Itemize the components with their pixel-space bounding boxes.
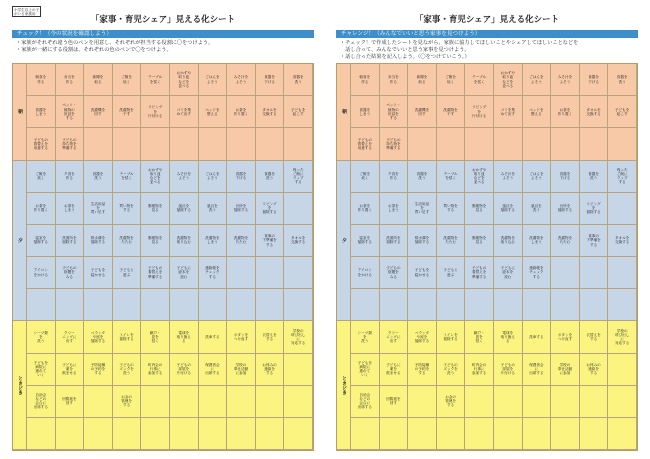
chore-cell[interactable] [551, 386, 580, 418]
chore-cell[interactable]: リビング を 掃除する [256, 193, 285, 225]
chore-cell[interactable]: リビング を 掃除する [580, 193, 609, 225]
chore-cell[interactable]: ごはんを よそう [199, 64, 228, 96]
chore-cell[interactable] [608, 128, 637, 160]
chore-cell[interactable]: 食器を しまう [27, 96, 56, 128]
chore-cell[interactable]: 排水溝を 掃除する [84, 225, 113, 257]
chore-cell[interactable]: 学校の 呼び出し に 対応する [608, 321, 637, 353]
chore-cell[interactable] [351, 418, 380, 450]
chore-cell[interactable]: お金の 管理を する [437, 386, 466, 418]
chore-cell[interactable] [56, 289, 85, 321]
chore-cell[interactable]: 子どもを 寝かせる [84, 257, 113, 289]
chore-cell[interactable]: 洗面所を 掃除する [380, 225, 409, 257]
section-label [337, 321, 351, 450]
chore-cell[interactable]: 保護者会 に 出席する [199, 354, 228, 386]
chore-cell[interactable]: おかずや 取り皿 などを 並べる [465, 161, 494, 193]
chore-cell[interactable]: 予防接種 の予約を する [408, 354, 437, 386]
chore-cell[interactable]: ボタンを つけ直す [551, 321, 580, 353]
instruction-band [12, 30, 314, 38]
chore-cell[interactable]: 学校の 奉仕活動 に参加 [551, 354, 580, 386]
chore-cell[interactable]: みそ汁を よそう [551, 64, 580, 96]
chore-cell[interactable]: 郵便物を 見る [465, 225, 494, 257]
share-sheet [336, 6, 638, 456]
instruction-notes [16, 40, 312, 54]
chore-cell[interactable]: 食器を 洗う [256, 161, 285, 193]
chore-cell[interactable]: お金の 管理を する [113, 386, 142, 418]
instruction-notes [340, 40, 636, 60]
chore-cell[interactable] [408, 418, 437, 450]
chore-cell[interactable]: テーブル を拭く [465, 64, 494, 96]
chore-cell[interactable] [465, 289, 494, 321]
chore-cell[interactable]: 洗濯物を 干す [437, 96, 466, 128]
chore-cell[interactable]: トイレを 掃除する [113, 321, 142, 353]
chore-cell[interactable] [199, 289, 228, 321]
chore-cell[interactable]: みそ汁を よそう [227, 64, 256, 96]
chore-cell[interactable]: 食器を 洗う [84, 161, 113, 193]
chore-cell[interactable]: トイレを 掃除する [437, 321, 466, 353]
chore-cell[interactable]: 風呂を 洗う [199, 193, 228, 225]
chore-cell[interactable]: 食器を 下げる [551, 161, 580, 193]
chore-cell[interactable]: 予防接種 の予約を する [84, 354, 113, 386]
chore-cell[interactable]: 朝食を 作る [351, 64, 380, 96]
sheet-header [336, 6, 638, 28]
chore-cell[interactable] [408, 386, 437, 418]
chore-cell[interactable]: 残った ご飯に ラップ する [608, 161, 637, 193]
section-label-text: 夕 [17, 238, 22, 243]
chore-cell[interactable]: 子どもの 部屋を 片付ける [170, 354, 199, 386]
chore-cell[interactable] [227, 128, 256, 160]
chore-cell[interactable] [523, 289, 552, 321]
family-tag: 小学生以上の子 がいる家族用 [14, 7, 40, 16]
chore-cell[interactable]: 子どもの 持ち物を 準備する [56, 128, 85, 160]
chore-cell[interactable] [256, 128, 285, 160]
chore-cell[interactable]: 子どもの ズックを 洗う [437, 354, 466, 386]
chore-cell[interactable]: 子どもに 薬を 飲ませる [380, 354, 409, 386]
share-sheet [12, 6, 314, 456]
chore-cell[interactable]: 衣替えを する [256, 321, 285, 353]
chore-cell[interactable] [27, 418, 56, 450]
chore-cell[interactable] [256, 289, 285, 321]
chore-cell[interactable]: お茶を 作り置く [351, 193, 380, 225]
chore-cell[interactable] [580, 257, 609, 289]
chore-cell[interactable]: 寝室を 掃除する [27, 225, 56, 257]
chore-cell[interactable]: 洗濯物を たたむ [113, 225, 142, 257]
chore-cell[interactable] [284, 193, 313, 225]
chore-cell[interactable] [465, 386, 494, 418]
chore-cell[interactable]: 洗濯物を たたむ [551, 225, 580, 257]
chore-cell[interactable] [84, 289, 113, 321]
chore-cell[interactable]: ごはんを よそう [199, 161, 228, 193]
chore-cell[interactable]: みそ汁を よそう [170, 161, 199, 193]
chore-cell[interactable]: 子どもに 薬を 飲ませる [56, 354, 85, 386]
chore-cell[interactable] [608, 418, 637, 450]
chore-cell[interactable]: 食器を 下げる [227, 161, 256, 193]
chore-cell[interactable]: 洗車する [199, 321, 228, 353]
chore-cell[interactable]: 食事の 下準備を する [256, 225, 285, 257]
sheet-title: 「家事・育児シェア」見える化シート [90, 15, 236, 25]
chore-cell[interactable] [27, 289, 56, 321]
chore-cell[interactable]: お休みの 連絡を する [256, 354, 285, 386]
chore-cell[interactable] [494, 128, 523, 160]
section-label-text: 朝 [17, 109, 22, 115]
chore-cell[interactable]: リビング を 片付ける [465, 96, 494, 128]
chore-cell[interactable] [113, 128, 142, 160]
chore-cell[interactable] [465, 418, 494, 450]
chore-cell[interactable] [580, 418, 609, 450]
chore-cell[interactable] [580, 386, 609, 418]
chore-cell[interactable] [199, 386, 228, 418]
chore-cell[interactable]: 朝食を 作る [27, 64, 56, 96]
chore-cell[interactable] [551, 418, 580, 450]
chore-cell[interactable]: 子どもの 着替えを 準備する [465, 257, 494, 289]
chore-cell[interactable] [284, 418, 313, 450]
chore-cell[interactable] [227, 257, 256, 289]
chore-cell[interactable] [84, 128, 113, 160]
section-label [337, 161, 351, 322]
chore-cell[interactable]: 子どもの 持ち物を 準備する [380, 128, 409, 160]
chore-cell[interactable]: 弁当を 作る [380, 64, 409, 96]
chore-cell[interactable]: 郵便物を 見る [141, 225, 170, 257]
chore-cell[interactable]: タオルを 交換する [284, 225, 313, 257]
chore-cell[interactable]: シーツ類 を 洗う [27, 321, 56, 353]
chore-cell[interactable]: ゴミを集 めて出す [494, 96, 523, 128]
chore-cell[interactable]: ベランダ や庭を 掃除する [84, 321, 113, 353]
chore-cell[interactable]: お茶を しまう [380, 193, 409, 225]
chore-cell[interactable] [437, 289, 466, 321]
chore-cell[interactable] [351, 289, 380, 321]
chore-grid [336, 63, 638, 451]
chore-cell[interactable]: 子どもの 着替えを 用意する [351, 128, 380, 160]
chore-cell[interactable] [523, 418, 552, 450]
chore-cell[interactable]: 子どもの 着替えを 用意する [27, 128, 56, 160]
chore-cell[interactable] [284, 257, 313, 289]
chore-cell[interactable]: 台所を 掃除する [551, 193, 580, 225]
chore-cell[interactable]: 食器を 下げる [580, 64, 609, 96]
chore-cell[interactable]: 子どもの 部屋を 片付ける [494, 354, 523, 386]
instruction-note: ・話し合った結果を記入しよう。（〇をつけていこう。） [340, 53, 470, 60]
chore-cell[interactable]: 子どもと 遊ぶ [113, 257, 142, 289]
chore-cell[interactable]: 子どもに 絵本を 読む [170, 257, 199, 289]
chore-cell[interactable]: 子どもの ズックを 洗う [113, 354, 142, 386]
chore-cell[interactable] [84, 386, 113, 418]
chore-cell[interactable]: 子どもを 病院に 連れて いく [27, 354, 56, 386]
chore-cell[interactable]: クリー ニングに 出す [56, 321, 85, 353]
sheet-title: 「家事・育児シェア」見える化シート [414, 15, 560, 25]
chore-cell[interactable]: 食事の 下準備を する [580, 225, 609, 257]
chore-cell[interactable] [380, 289, 409, 321]
chore-cell[interactable] [437, 128, 466, 160]
chore-cell[interactable]: 町内会の 行事に 参加する [465, 354, 494, 386]
chore-cell[interactable]: 保護者会 に 出席する [523, 354, 552, 386]
chore-cell[interactable]: お茶を 作り置く [27, 193, 56, 225]
chore-cell[interactable] [494, 418, 523, 450]
chore-cell[interactable]: 回覧板を 回す [380, 386, 409, 418]
chore-cell[interactable] [580, 128, 609, 160]
chore-cell[interactable]: 子どもを 起こす [608, 96, 637, 128]
chore-cell[interactable]: 自治会 などの 会合に 出席する [27, 386, 56, 418]
chore-cell[interactable]: 食器を 洗う [284, 64, 313, 96]
chore-cell[interactable] [408, 289, 437, 321]
chore-cell[interactable] [227, 289, 256, 321]
chore-cell[interactable]: お茶を 作り置く [551, 96, 580, 128]
chore-cell[interactable] [199, 418, 228, 450]
chore-cell[interactable]: クリー ニングに 出す [380, 321, 409, 353]
chore-cell[interactable]: 子どもを 病院に 連れて いく [351, 354, 380, 386]
chore-cell[interactable] [494, 386, 523, 418]
chore-cell[interactable]: ご飯を 炊く [351, 161, 380, 193]
chore-cell[interactable]: 子どもの 宿題を みる [56, 257, 85, 289]
chore-cell[interactable]: おかずや 取り皿 などを 並べる [141, 161, 170, 193]
instruction-note: ・チェック！で作成したシートを見ながら、家族に協力してほしいことやシェアしてほしいことなどを [340, 40, 579, 46]
chore-cell[interactable]: 残った ご飯に ラップ する [284, 161, 313, 193]
section-label-text: ときどき [17, 375, 22, 395]
chore-cell[interactable] [170, 386, 199, 418]
chore-cell[interactable]: 食器を 洗う [608, 64, 637, 96]
chore-cell[interactable]: 電球を 取り換え る [494, 321, 523, 353]
chore-cell[interactable] [408, 128, 437, 160]
instruction-note: 話し合って、みんなでいいと思う家事を見つけよう。 [340, 46, 470, 53]
chore-cell[interactable]: アイロン をかける [351, 257, 380, 289]
section-label-text: ときどき [341, 375, 346, 395]
instruction-band [336, 30, 638, 38]
chore-cell[interactable]: 網戸・ 窓を 拭く [465, 321, 494, 353]
chore-cell[interactable]: 洗濯物を 取り込む [494, 225, 523, 257]
chore-cell[interactable]: 子どもの 宿題を みる [380, 257, 409, 289]
chore-cell[interactable]: ペット・ 植物の 世話を する [380, 96, 409, 128]
chore-cell[interactable]: ごはんを よそう [523, 64, 552, 96]
chore-cell[interactable]: 新聞を 取る [84, 64, 113, 96]
section-label-text: 朝 [341, 109, 346, 115]
chore-cell[interactable]: 洗面所を 掃除する [56, 225, 85, 257]
chore-cell[interactable]: 風呂を 掃除する [170, 193, 199, 225]
chore-cell[interactable]: 食器を 洗う [408, 161, 437, 193]
chore-cell[interactable]: 回覧板を 回す [56, 386, 85, 418]
chore-grid [12, 63, 314, 451]
chore-cell[interactable] [284, 128, 313, 160]
chore-cell[interactable]: ゴミを集 めて出す [170, 96, 199, 128]
chore-cell[interactable] [523, 386, 552, 418]
chore-cell[interactable]: 洗濯物を たたむ [437, 225, 466, 257]
chore-cell[interactable] [608, 386, 637, 418]
chore-cell[interactable]: 郵便物を 見る [141, 193, 170, 225]
chore-cell[interactable]: テーブル を拭く [141, 64, 170, 96]
chore-cell[interactable]: アイロン をかける [27, 257, 56, 289]
chore-cell[interactable]: 学校の 呼び出し に 対応する [284, 321, 313, 353]
section-label [13, 161, 27, 322]
chore-cell[interactable]: 洗車する [523, 321, 552, 353]
chore-cell[interactable]: 食器を 洗う [580, 161, 609, 193]
chore-cell[interactable]: ご飯を 炊く [113, 64, 142, 96]
chore-cell[interactable] [494, 289, 523, 321]
section-label [337, 64, 351, 161]
chore-cell[interactable]: 洗濯物を たたむ [227, 225, 256, 257]
chore-cell[interactable]: 洗濯物を しまう [199, 225, 228, 257]
chore-cell[interactable]: ご飯を 炊く [437, 64, 466, 96]
chore-cell[interactable]: 生活用品 を 買い足す [84, 193, 113, 225]
chore-cell[interactable]: 生活用品 を 買い足す [408, 193, 437, 225]
chore-cell[interactable] [608, 289, 637, 321]
band-label: チャレンジ！（みんなでいいと思う家事を見つけよう） [341, 31, 481, 37]
chore-cell[interactable] [141, 289, 170, 321]
chore-cell[interactable]: 買い物を する [113, 193, 142, 225]
chore-cell[interactable]: ベランダ や庭を 掃除する [408, 321, 437, 353]
chore-cell[interactable]: 洗濯物を 取り込む [170, 225, 199, 257]
chore-cell[interactable]: テーブル を拭く [437, 161, 466, 193]
chore-cell[interactable]: 自治会 などの 会合に 出席する [351, 386, 380, 418]
chore-cell[interactable] [551, 128, 580, 160]
chore-cell[interactable] [284, 289, 313, 321]
chore-cell[interactable]: 食器を しまう [351, 96, 380, 128]
chore-cell[interactable]: 新聞を 取る [408, 64, 437, 96]
chore-cell[interactable] [256, 257, 285, 289]
chore-cell[interactable] [437, 418, 466, 450]
chore-cell[interactable]: お休みの 連絡を する [580, 354, 609, 386]
chore-cell[interactable]: 電球を 取り換え る [170, 321, 199, 353]
chore-cell[interactable]: ペット・ 植物の 世話を する [56, 96, 85, 128]
chore-cell[interactable]: みそ汁を よそう [494, 161, 523, 193]
chore-cell[interactable] [141, 386, 170, 418]
chore-cell[interactable] [284, 354, 313, 386]
chore-cell[interactable] [551, 257, 580, 289]
chore-cell[interactable]: ご飯を 炊く [27, 161, 56, 193]
chore-cell[interactable]: タオルを 交換する [256, 96, 285, 128]
chore-cell[interactable]: シーツ類 を 洗う [351, 321, 380, 353]
chore-cell[interactable]: 洗濯物を しまう [523, 225, 552, 257]
chore-cell[interactable]: 排水溝を 掃除する [408, 225, 437, 257]
chore-cell[interactable]: 夕食を 作る [56, 161, 85, 193]
chore-cell[interactable] [465, 128, 494, 160]
chore-cell[interactable]: お茶を 作り置く [227, 96, 256, 128]
chore-cell[interactable] [170, 289, 199, 321]
chore-cell[interactable]: 食器を 下げる [256, 64, 285, 96]
chore-cell[interactable]: 町内会の 行事に 参加する [141, 354, 170, 386]
chore-cell[interactable] [256, 386, 285, 418]
chore-cell[interactable] [608, 354, 637, 386]
chore-cell[interactable] [523, 128, 552, 160]
chore-cell[interactable]: 学校の 奉仕活動 に参加 [227, 354, 256, 386]
chore-cell[interactable] [56, 418, 85, 450]
chore-cell[interactable] [580, 289, 609, 321]
chore-cell[interactable]: 風呂を 洗う [523, 193, 552, 225]
chore-cell[interactable]: 子どもの 着替えを 準備する [141, 257, 170, 289]
section-label-text: 夕 [341, 238, 346, 243]
chore-cell[interactable]: ボタンを つけ直す [227, 321, 256, 353]
section-label [13, 64, 27, 161]
chore-cell[interactable]: 台所を 掃除する [227, 193, 256, 225]
chore-cell[interactable]: ベッドを 整える [523, 96, 552, 128]
chore-cell[interactable]: 衣替えを する [580, 321, 609, 353]
chore-cell[interactable]: 洗濯機を 回す [84, 96, 113, 128]
chore-cell[interactable] [256, 418, 285, 450]
chore-cell[interactable] [199, 128, 228, 160]
chore-cell[interactable] [380, 418, 409, 450]
chore-cell[interactable]: おかずや 取り皿 などを 並べる [494, 64, 523, 96]
chore-cell[interactable] [227, 418, 256, 450]
chore-cell[interactable]: タオルを 交換する [580, 96, 609, 128]
chore-cell[interactable]: 買い物を する [437, 193, 466, 225]
chore-cell[interactable] [608, 193, 637, 225]
chore-cell[interactable]: ベッドを 整える [199, 96, 228, 128]
chore-cell[interactable]: 連絡帳を チェック する [199, 257, 228, 289]
band-label: チェック！（今の状況を確認しよう） [17, 31, 112, 37]
chore-cell[interactable]: 網戸・ 窓を 拭く [141, 321, 170, 353]
section-label [13, 321, 27, 450]
chore-cell[interactable]: 洗濯機を 回す [408, 96, 437, 128]
sheet-header [12, 6, 314, 28]
chore-cell[interactable]: 子どもと 遊ぶ [437, 257, 466, 289]
chore-cell[interactable]: おかずや 取り皿 などを 並べる [170, 64, 199, 96]
chore-cell[interactable]: テーブル を拭く [113, 161, 142, 193]
chore-cell[interactable]: 洗濯物を 干す [113, 96, 142, 128]
chore-cell[interactable]: ごはんを よそう [523, 161, 552, 193]
chore-cell[interactable]: 弁当を 作る [56, 64, 85, 96]
chore-cell[interactable] [84, 418, 113, 450]
chore-cell[interactable] [227, 386, 256, 418]
chore-cell[interactable]: タオルを 交換する [608, 225, 637, 257]
chore-cell[interactable]: お茶を しまう [56, 193, 85, 225]
chore-cell[interactable]: 連絡帳を チェック する [523, 257, 552, 289]
chore-cell[interactable] [113, 289, 142, 321]
chore-cell[interactable] [113, 418, 142, 450]
chore-cell[interactable] [170, 128, 199, 160]
chore-cell[interactable] [141, 418, 170, 450]
chore-cell[interactable]: 夕食を 作る [380, 161, 409, 193]
chore-cell[interactable]: 風呂を 掃除する [494, 193, 523, 225]
chore-cell[interactable] [551, 289, 580, 321]
chore-cell[interactable]: 子どもを 起こす [284, 96, 313, 128]
chore-cell[interactable]: 子どもを 寝かせる [408, 257, 437, 289]
chore-cell[interactable] [170, 418, 199, 450]
chore-cell[interactable]: 郵便物を 見る [465, 193, 494, 225]
chore-cell[interactable]: 子どもに 絵本を 読む [494, 257, 523, 289]
chore-cell[interactable] [141, 128, 170, 160]
chore-cell[interactable] [608, 257, 637, 289]
chore-cell[interactable] [284, 386, 313, 418]
instruction-note: ・家族がそれぞれ違う色のペンを用意し、それぞれが担当する役割に〇をつけよう。 [16, 40, 214, 46]
chore-cell[interactable]: 寝室を 掃除する [351, 225, 380, 257]
chore-cell[interactable]: リビング を 片付ける [141, 96, 170, 128]
instruction-note: ・家族が一緒にする役割は、それぞれの色のペンで〇をつけよう。 [16, 46, 172, 53]
